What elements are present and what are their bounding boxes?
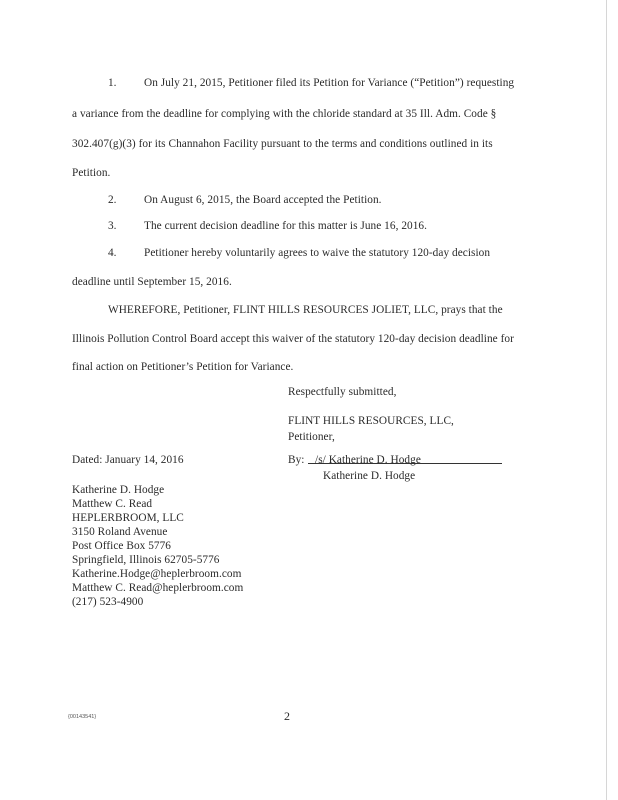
paragraph-line: Petitioner hereby voluntarily agrees to waive the statutory 120-day decision xyxy=(144,247,491,259)
paragraph-line: a variance from the deadline for complying with the chloride standard at 35 Ill. Adm. Code § xyxy=(72,108,497,120)
counsel-line: Springfield, Illinois 62705-5776 xyxy=(72,554,220,566)
counsel-line: HEPLERBROOM, LLC xyxy=(72,512,184,524)
closing: Respectfully submitted, xyxy=(288,386,397,398)
paragraph-line: 302.407(g)(3) for its Channahon Facility pursuant to the terms and conditions outlined in its xyxy=(72,138,493,150)
paragraph-line: The current decision deadline for this matter is June 16, 2016. xyxy=(144,220,427,232)
signer-printed-name: Katherine D. Hodge xyxy=(323,470,416,482)
paragraph-line: On August 6, 2015, the Board accepted the Petition. xyxy=(144,194,382,206)
petitioner-role: Petitioner, xyxy=(288,431,335,443)
counsel-line: Matthew C. Read xyxy=(72,498,153,510)
counsel-email: Katherine.Hodge@heplerbroom.com xyxy=(72,568,242,580)
counsel-email: Matthew C. Read@heplerbroom.com xyxy=(72,582,244,594)
page-number: 2 xyxy=(284,709,290,723)
paragraph-number: 2. xyxy=(108,194,117,206)
paragraph-line: Petition. xyxy=(72,167,111,179)
paragraph-line: Illinois Pollution Control Board accept this waiver of the statutory 120-day decision deadline for xyxy=(72,333,514,345)
paragraph-line: On July 21, 2015, Petitioner filed its Petition for Variance (“Petition”) requesting xyxy=(144,77,515,89)
signature-line xyxy=(308,463,502,464)
counsel-line: 3150 Roland Avenue xyxy=(72,526,168,538)
paragraph-number: 4. xyxy=(108,247,117,259)
counsel-line: Katherine D. Hodge xyxy=(72,484,165,496)
paragraph-line: deadline until September 15, 2016. xyxy=(72,276,232,288)
paragraph-number: 3. xyxy=(108,220,117,232)
by-label: By: xyxy=(288,454,305,466)
counsel-phone: (217) 523-4900 xyxy=(72,596,144,608)
paragraph-number: 1. xyxy=(108,77,117,89)
paragraph-line: final action on Petitioner’s Petition for Variance. xyxy=(72,361,294,373)
document-code: {00143541} xyxy=(68,714,97,720)
scan-edge-divider xyxy=(606,0,607,800)
dated-line: Dated: January 14, 2016 xyxy=(72,454,184,466)
electronic-signature: /s/ Katherine D. Hodge xyxy=(315,454,421,466)
paragraph-line: WHEREFORE, Petitioner, FLINT HILLS RESOURCES JOLIET, LLC, prays that the xyxy=(108,304,503,316)
counsel-line: Post Office Box 5776 xyxy=(72,540,172,552)
company-name: FLINT HILLS RESOURCES, LLC, xyxy=(288,415,454,427)
